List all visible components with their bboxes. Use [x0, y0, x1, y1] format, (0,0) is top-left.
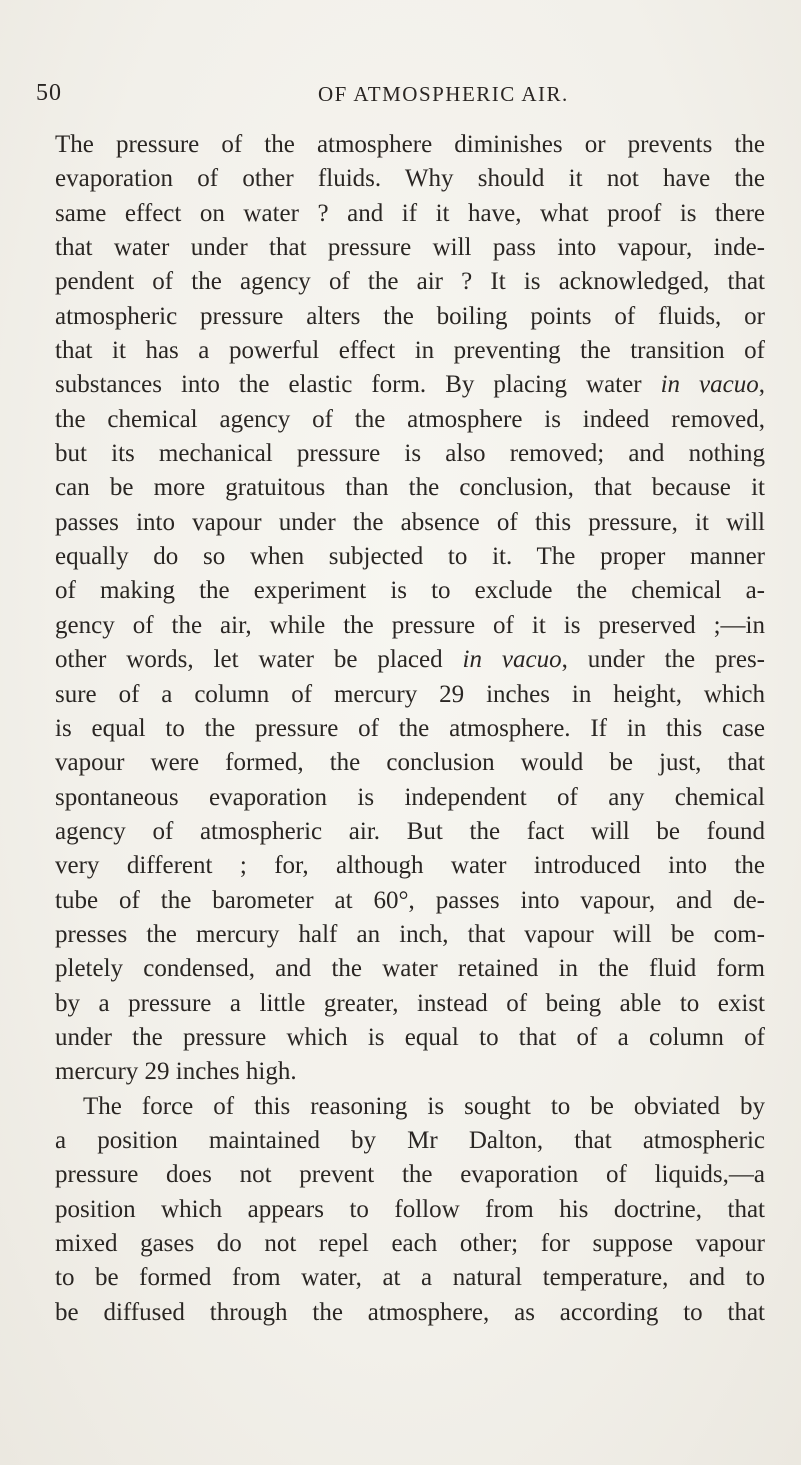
text-line: very different ; for, although water introduced into the [55, 852, 765, 880]
text-line: spontaneous evaporation is independent of any chemical [55, 783, 765, 811]
text-line: pressure does not prevent the evaporation of liquids,—a [55, 1161, 765, 1189]
text-line: evaporation of other fluids. Why should it not have the [55, 165, 765, 193]
text-line: under the pressure which is equal to that of a column of [55, 1023, 765, 1051]
latin-phrase: in vacuo [660, 371, 759, 399]
text-line: presses the mercury half an inch, that vapour will be com- [55, 920, 765, 948]
paragraph-start-line: The force of this reasoning is sought to be obviated by [83, 1092, 765, 1120]
latin-phrase: in vacuo [462, 646, 562, 674]
text-line: agency of atmospheric air. But the fact will be found [55, 817, 765, 845]
text-line: atmospheric pressure alters the boiling points of fluids, or [55, 302, 765, 330]
running-title: OF ATMOSPHERIC AIR. [318, 82, 569, 106]
text-line: mercury 29 inches high. [55, 1058, 297, 1086]
text-line: to be formed from water, at a natural temperature, and to [55, 1264, 765, 1292]
text-line: other words, let water be placed in vacuo, under the pres- [55, 646, 766, 674]
running-head [36, 80, 756, 112]
text-line: vapour were formed, the conclusion would be just, that [55, 749, 765, 777]
text-line: The pressure of the atmosphere diminishes or prevents the [55, 131, 765, 158]
text-line: the chemical agency of the atmosphere is indeed removed, [55, 405, 765, 433]
text-line: but its mechanical pressure is also removed; and nothing [55, 440, 765, 468]
text-line: can be more gratuitous than the conclusion, that because it [55, 474, 765, 502]
text-line: be diffused through the atmosphere, as according to that [55, 1298, 765, 1326]
page-number: 50 [36, 80, 62, 106]
text-line: pendent of the agency of the air ? It is acknowledged, that [55, 268, 765, 296]
text-line: is equal to the pressure of the atmosphere. If in this case [55, 714, 765, 742]
text-line: same effect on water ? and if it have, what proof is there [55, 199, 765, 227]
text-line: equally do so when subjected to it. The proper manner [55, 543, 765, 571]
text-line: pletely condensed, and the water retained in the fluid form [55, 955, 765, 983]
text-line: position which appears to follow from his doctrine, that [55, 1195, 765, 1223]
text-line: substances into the elastic form. By placing water in vacuo, [55, 371, 765, 399]
text-line: tube of the barometer at 60°, passes into vapour, and de- [55, 886, 765, 914]
text-line: sure of a column of mercury 29 inches in height, which [55, 680, 765, 708]
text-line: of making the experiment is to exclude the chemical a- [55, 577, 765, 605]
text-line: passes into vapour under the absence of this pressure, it will [55, 508, 765, 536]
text-line: that water under that pressure will pass into vapour, inde- [55, 234, 765, 262]
text-line: gency of the air, while the pressure of it is preserved ;—in [55, 611, 765, 639]
body-text [55, 128, 765, 1330]
text-line: mixed gases do not repel each other; for suppose vapour [55, 1230, 765, 1257]
text-line: that it has a powerful effect in preventing the transition of [55, 337, 765, 365]
text-line: by a pressure a little greater, instead of being able to exist [55, 989, 765, 1017]
text-line: a position maintained by Mr Dalton, that atmospheric [55, 1126, 765, 1154]
